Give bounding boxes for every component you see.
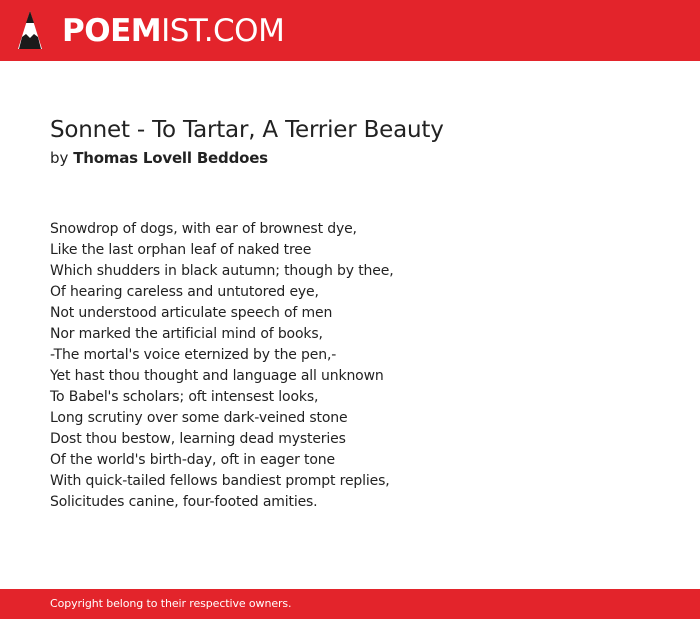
poem-line: Not understood articulate speech of men [50, 305, 333, 321]
poem-line: Solicitudes canine, four-footed amities. [50, 494, 318, 510]
poem-line: Nor marked the artificial mind of books, [50, 326, 323, 342]
poem-line: Yet hast thou thought and language all unknown [50, 368, 384, 384]
site-header [0, 0, 700, 61]
author-name: Thomas Lovell Beddoes [73, 149, 268, 167]
copyright-text: Copyright belong to their respective owners. [50, 597, 292, 610]
logo-light-text: IST.COM [161, 13, 285, 49]
poem-line: Like the last orphan leaf of naked tree [50, 242, 312, 258]
poem-line: Dost thou bestow, learning dead mysteries [50, 431, 346, 447]
poem-line: With quick-tailed fellows bandiest prompt replies, [50, 473, 390, 489]
poem-line: Which shudders in black autumn; though by thee, [50, 263, 394, 279]
poem-line: To Babel's scholars; oft intensest looks, [50, 389, 319, 405]
pencil-logo-icon[interactable] [17, 10, 43, 51]
poem-line: -The mortal's voice eternized by the pen,- [50, 347, 337, 363]
poem-line: Of the world's birth-day, oft in eager tone [50, 452, 335, 468]
poem-body [50, 219, 394, 513]
by-label: by [50, 149, 69, 167]
site-footer [0, 589, 700, 619]
logo-bold-text: POEM [62, 13, 162, 49]
poem-line: Snowdrop of dogs, with ear of brownest dye, [50, 221, 357, 237]
poem-line: Long scrutiny over some dark-veined stone [50, 410, 348, 426]
poem-title: Sonnet - To Tartar, A Terrier Beauty [50, 117, 444, 143]
site-logo[interactable] [62, 11, 284, 51]
poem-line: Of hearing careless and untutored eye, [50, 284, 319, 300]
byline [50, 149, 268, 167]
